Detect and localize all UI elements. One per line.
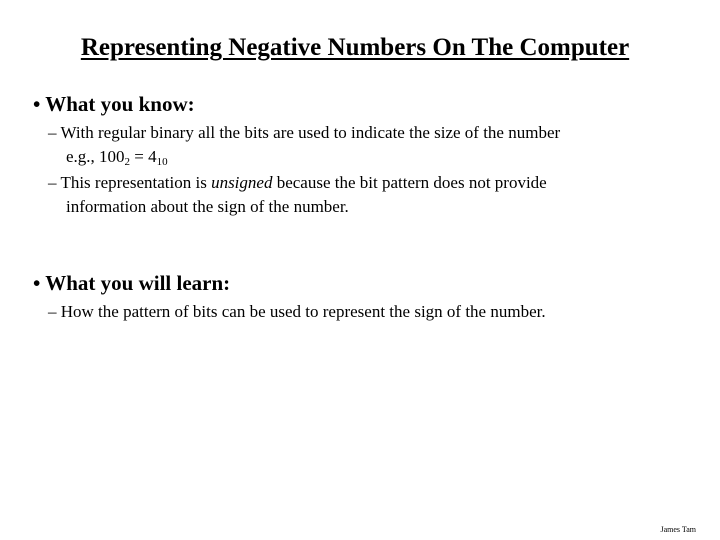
example-base-decimal: 10 [156, 156, 168, 168]
subitem-unsigned [48, 171, 547, 219]
subitem-text-continued: information about the sign of the number. [66, 197, 349, 216]
example-base-binary: 2 [124, 156, 131, 168]
bullet-heading: What you know: [45, 92, 195, 116]
slide-title: Representing Negative Numbers On The Computer [80, 34, 630, 61]
bullet-marker: • [33, 271, 41, 295]
subitem-sign-pattern [48, 300, 546, 324]
example-prefix: e.g., [66, 147, 100, 166]
example-value-binary: 100 [99, 147, 125, 166]
subitem-text-post: because the bit pattern does not provide [272, 173, 547, 192]
bullet-marker: • [33, 92, 41, 116]
subitem-text: With regular binary all the bits are used to indicate the size of the number [60, 123, 561, 142]
example-value-decimal: 4 [148, 147, 157, 166]
example-equals: = [130, 147, 149, 166]
dash-marker: – [48, 123, 57, 142]
footer-author: James Tam [660, 525, 696, 534]
dash-marker: – [48, 173, 57, 192]
example-line [48, 145, 560, 169]
bullet-heading: What you will learn: [45, 271, 231, 295]
dash-marker: – [48, 302, 57, 321]
subitem-text: How the pattern of bits can be used to represent the sign of the number. [60, 302, 546, 321]
bullet-what-you-know [33, 92, 195, 117]
bullet-what-you-will-learn [33, 271, 230, 296]
emphasis-unsigned: unsigned [211, 173, 273, 192]
subitem-text-pre: This representation is [60, 173, 212, 192]
subitem-regular-binary [48, 121, 560, 169]
